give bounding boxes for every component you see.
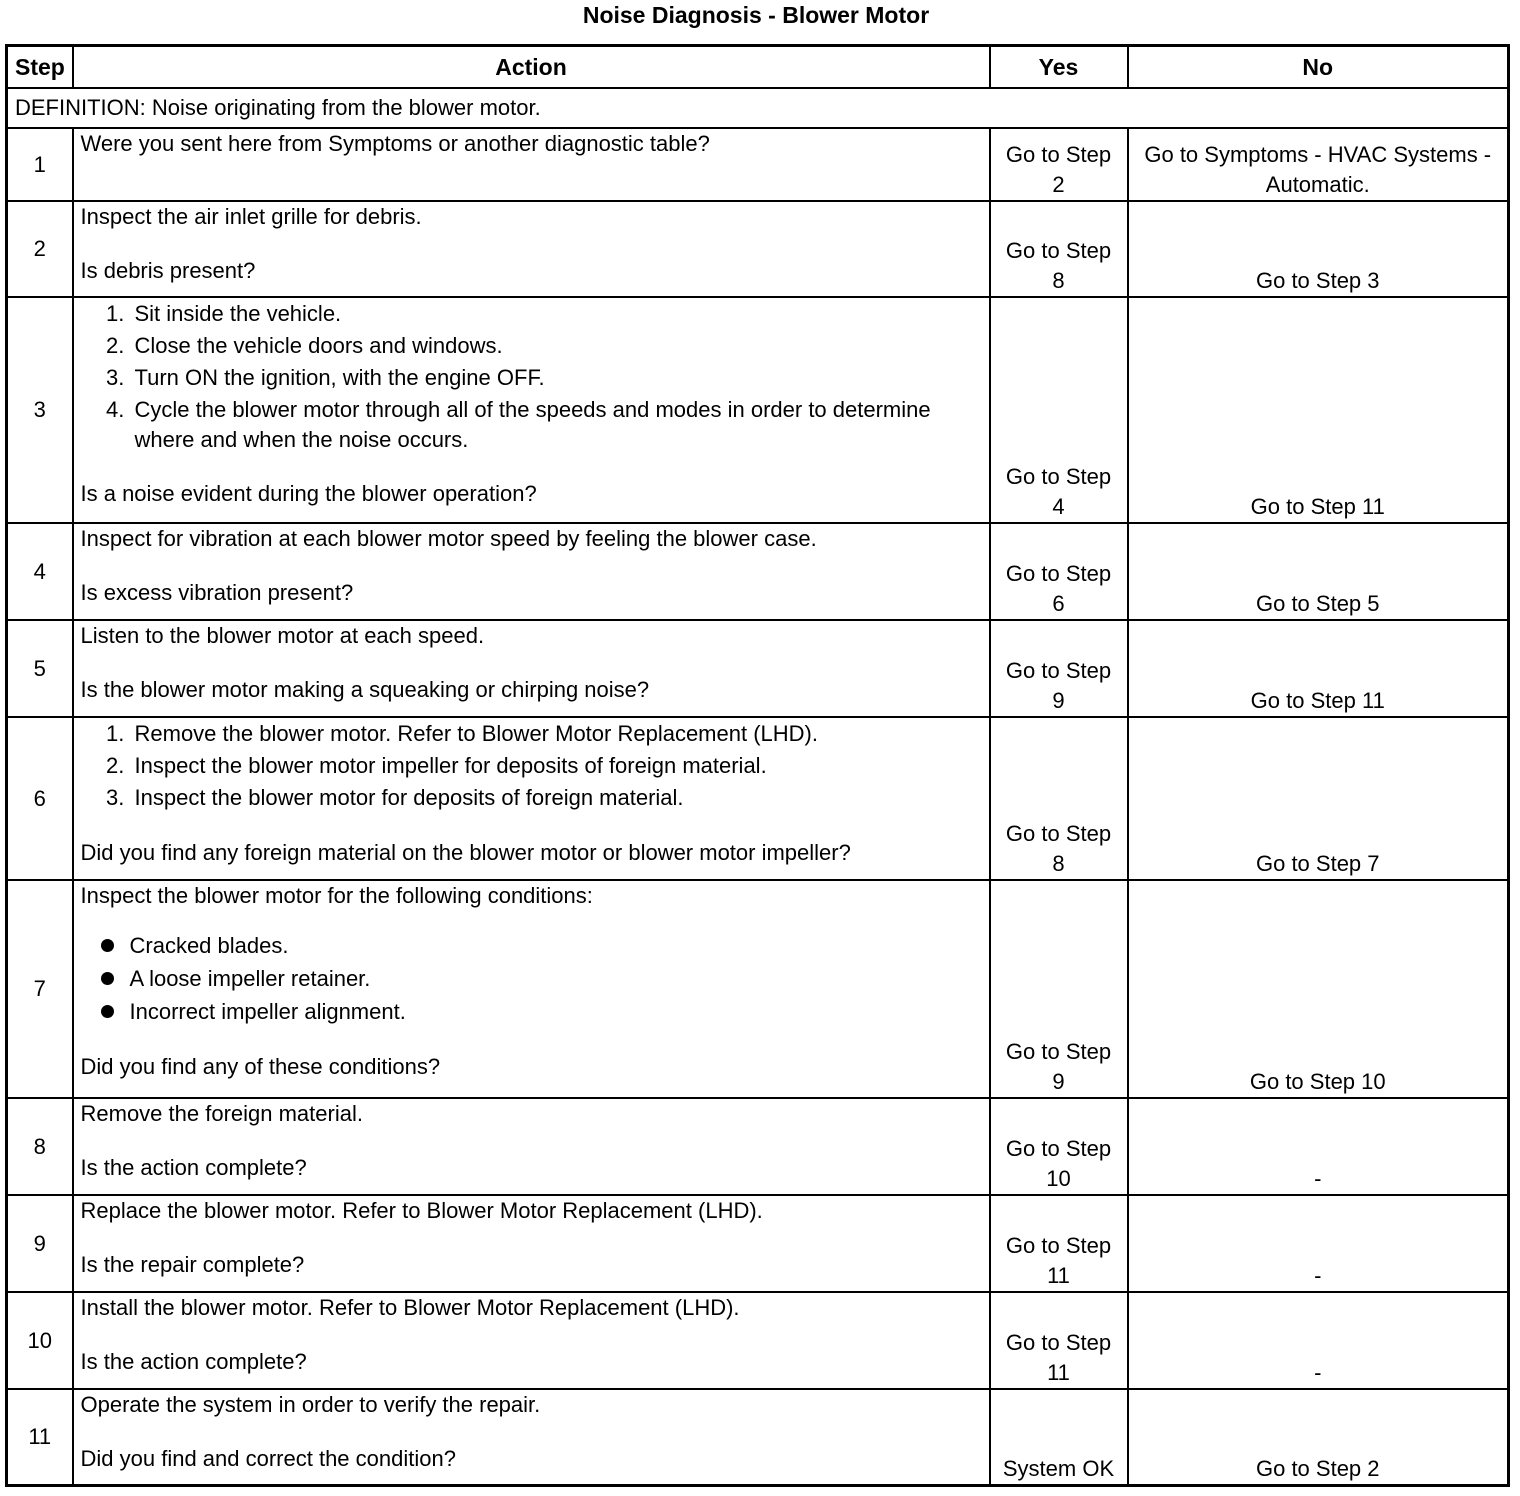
list-item: 4. Cycle the blower motor through all of the speeds and modes in order to determine where and when the noise occurs. [131, 394, 982, 455]
table-row [7, 201, 1509, 297]
list-item [101, 929, 982, 962]
action-question: Is the blower motor making a squeaking or chirping noise? [80, 677, 650, 702]
no-cell: Go to Symptoms - HVAC Systems - Automatic. [1128, 128, 1509, 201]
header-row [7, 46, 1509, 89]
diagnostic-table [5, 44, 1510, 1487]
yes-cell: Go to Step 2 [990, 128, 1128, 201]
list-item [101, 995, 982, 1028]
action-cell [73, 201, 990, 297]
table-row [7, 1098, 1509, 1195]
yes-cell: Go to Step 11 [990, 1195, 1128, 1292]
action-cell [73, 297, 990, 523]
yes-cell: Go to Step 4 [990, 297, 1128, 523]
list-item-label: Incorrect impeller alignment. [129, 999, 406, 1024]
no-cell: Go to Step 11 [1128, 620, 1509, 717]
step-number: 5 [7, 620, 73, 717]
yes-cell: Go to Step 8 [990, 717, 1128, 880]
table-row [7, 523, 1509, 620]
step-number: 10 [7, 1292, 73, 1389]
list-item-label: Cracked blades. [129, 933, 289, 958]
step-number: 8 [7, 1098, 73, 1195]
action-cell [73, 1195, 990, 1292]
action-cell [73, 128, 990, 201]
action-question: Is the repair complete? [80, 1252, 305, 1277]
no-cell: Go to Step 10 [1128, 880, 1509, 1098]
table-row [7, 1292, 1509, 1389]
table-row [7, 620, 1509, 717]
action-question: Did you find and correct the condition? [80, 1446, 456, 1471]
action-cell [73, 717, 990, 880]
step-number: 6 [7, 717, 73, 880]
table-row [7, 128, 1509, 201]
list-item: 2. Close the vehicle doors and windows. [131, 330, 982, 362]
action-question: Is excess vibration present? [80, 580, 354, 605]
table-row [7, 1195, 1509, 1292]
action-cell [73, 1098, 990, 1195]
no-cell: Go to Step 3 [1128, 201, 1509, 297]
yes-cell: Go to Step 8 [990, 201, 1128, 297]
bullet-list [81, 929, 982, 1028]
page-title: Noise Diagnosis - Blower Motor [582, 2, 930, 28]
yes-cell: Go to Step 9 [990, 620, 1128, 717]
action-text: Inspect the air inlet grille for debris. [80, 204, 422, 229]
action-cell [73, 620, 990, 717]
list-item: 1. Sit inside the vehicle. [131, 298, 982, 330]
step-number: 9 [7, 1195, 73, 1292]
definition-row [7, 88, 1509, 128]
header-action: Action [73, 46, 990, 89]
header-no: No [1128, 46, 1509, 89]
numbered-list [81, 298, 982, 455]
action-text: Operate the system in order to verify the repair. [80, 1392, 541, 1417]
action-text: Replace the blower motor. Refer to Blower Motor Replacement (LHD). [80, 1198, 763, 1223]
header-step: Step [7, 46, 73, 89]
action-cell [73, 880, 990, 1098]
action-question: Did you find any of these conditions? [80, 1054, 441, 1079]
action-question: Did you find any foreign material on the blower motor or blower motor impeller? [80, 840, 851, 865]
step-number: 1 [7, 128, 73, 201]
no-cell: Go to Step 7 [1128, 717, 1509, 880]
action-question: Is a noise evident during the blower operation? [80, 481, 537, 506]
step-number: 4 [7, 523, 73, 620]
action-question: Is the action complete? [80, 1349, 307, 1374]
no-cell: Go to Step 2 [1128, 1389, 1509, 1485]
definition-text: DEFINITION: Noise originating from the blower motor. [7, 88, 1509, 128]
no-cell: - [1128, 1292, 1509, 1389]
table-row [7, 717, 1509, 880]
header-yes: Yes [990, 46, 1128, 89]
step-number: 11 [7, 1389, 73, 1485]
table-row [7, 297, 1509, 523]
yes-cell: Go to Step 6 [990, 523, 1128, 620]
action-cell [73, 523, 990, 620]
action-text: Inspect the blower motor for the following conditions: [80, 883, 593, 908]
numbered-list [81, 718, 982, 814]
list-item-label: A loose impeller retainer. [129, 966, 371, 991]
yes-cell: Go to Step 11 [990, 1292, 1128, 1389]
action-question: Is debris present? [80, 258, 256, 283]
action-text: Were you sent here from Symptoms or another diagnostic table? [80, 131, 710, 156]
action-text: Install the blower motor. Refer to Blower Motor Replacement (LHD). [80, 1295, 740, 1320]
list-item: 3. Inspect the blower motor for deposits of foreign material. [131, 782, 982, 814]
step-number: 2 [7, 201, 73, 297]
bullet-icon [101, 1005, 114, 1018]
yes-cell: System OK [990, 1389, 1128, 1485]
no-cell: - [1128, 1098, 1509, 1195]
list-item: 2. Inspect the blower motor impeller for deposits of foreign material. [131, 750, 982, 782]
bullet-icon [101, 972, 114, 985]
action-text: Listen to the blower motor at each speed. [80, 623, 485, 648]
no-cell: Go to Step 11 [1128, 297, 1509, 523]
action-text: Remove the foreign material. [80, 1101, 363, 1126]
list-item: 1. Remove the blower motor. Refer to Blower Motor Replacement (LHD). [131, 718, 982, 750]
action-cell [73, 1292, 990, 1389]
action-text: Inspect for vibration at each blower motor speed by feeling the blower case. [80, 526, 817, 551]
list-item [101, 962, 982, 995]
step-number: 7 [7, 880, 73, 1098]
action-cell [73, 1389, 990, 1485]
no-cell: - [1128, 1195, 1509, 1292]
table-row [7, 880, 1509, 1098]
bullet-icon [101, 939, 114, 952]
table-row [7, 1389, 1509, 1485]
step-number: 3 [7, 297, 73, 523]
yes-cell: Go to Step 9 [990, 880, 1128, 1098]
no-cell: Go to Step 5 [1128, 523, 1509, 620]
list-item: 3. Turn ON the ignition, with the engine OFF. [131, 362, 982, 394]
action-question: Is the action complete? [80, 1155, 307, 1180]
yes-cell: Go to Step 10 [990, 1098, 1128, 1195]
